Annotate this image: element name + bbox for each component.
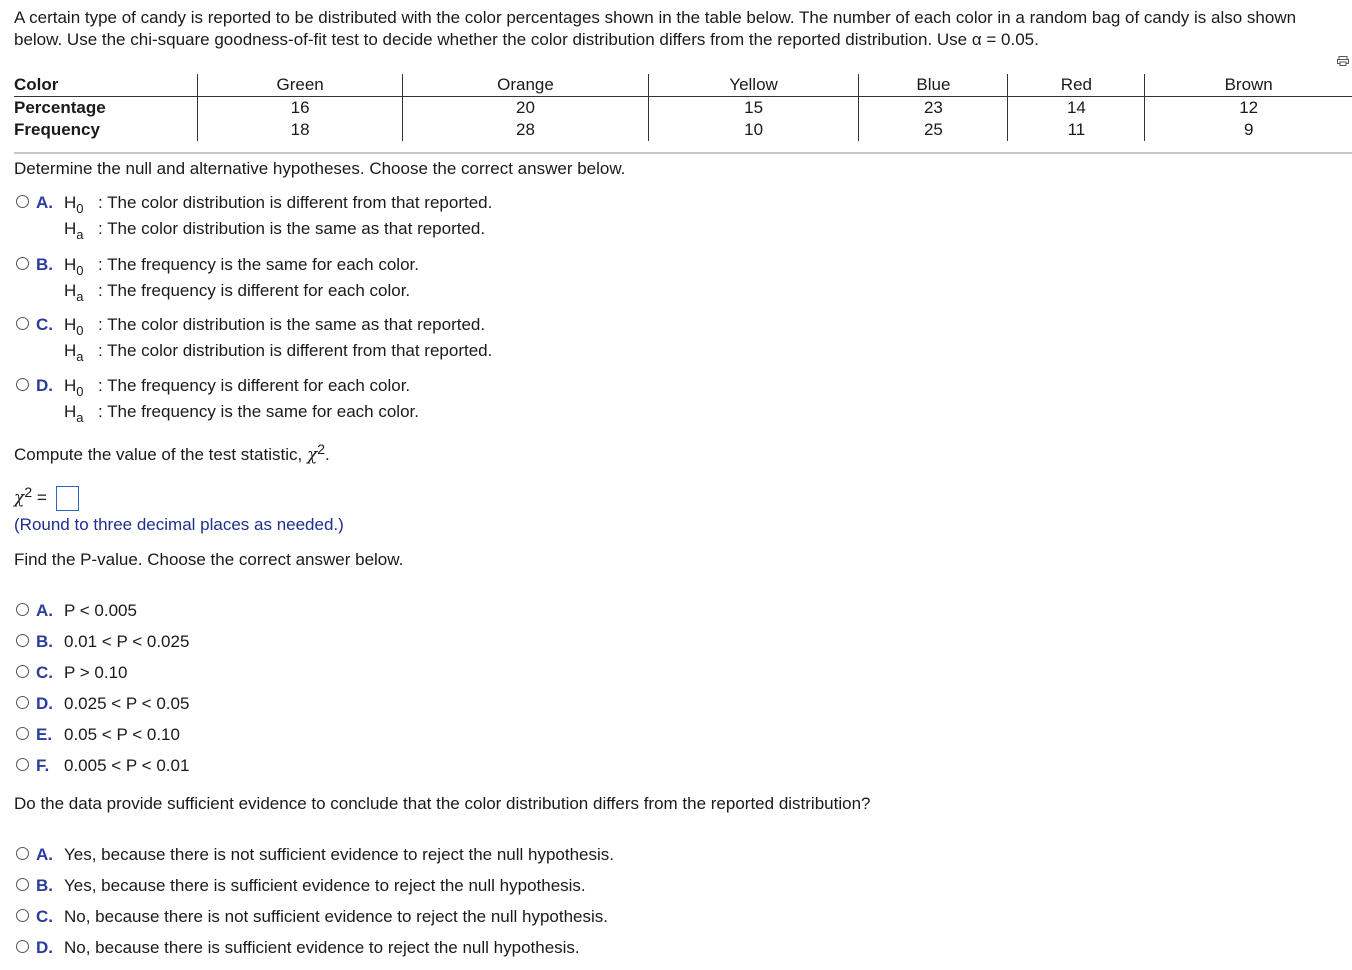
rounding-hint: (Round to three decimal places as needed.) [14, 515, 344, 534]
exponent: 2 [24, 483, 33, 500]
option-letter: D. [36, 938, 53, 957]
hypothesis-option-c[interactable] [16, 315, 492, 367]
conclusion-prompt: Do the data provide sufficient evidence to conclude that the color distribution differs from the reported distribution? [14, 794, 871, 813]
radio-button[interactable] [16, 909, 29, 922]
radio-button[interactable] [16, 195, 29, 208]
option-ha-text: : The frequency is the same for each color. [98, 402, 419, 421]
option-text: No, because there is not sufficient evidence to reject the null hypothesis. [64, 907, 609, 926]
h0-symbol: H [64, 193, 77, 212]
radio-button[interactable] [16, 847, 29, 860]
option-letter: C. [36, 315, 53, 334]
option-text: P < 0.005 [64, 601, 137, 620]
h0-symbol: H [64, 255, 77, 274]
table-row-frequency [14, 119, 1352, 141]
option-letter: B. [36, 876, 53, 895]
option-h0-text: : The frequency is different for each color. [98, 376, 411, 395]
color-red: Red [1008, 74, 1145, 97]
p-value-option-b[interactable] [16, 632, 189, 652]
conclusion-option-a[interactable] [16, 845, 614, 865]
option-letter: A. [36, 193, 53, 212]
radio-button[interactable] [16, 603, 29, 616]
h0-subscript: 0 [76, 263, 84, 278]
hypothesis-option-a[interactable] [16, 193, 492, 245]
color-blue: Blue [859, 74, 1008, 97]
table-cell: 12 [1145, 97, 1352, 120]
table-cell: 28 [403, 119, 648, 141]
option-text: Yes, because there is sufficient evidence to reject the null hypothesis. [64, 876, 586, 895]
color-yellow: Yellow [648, 74, 859, 97]
radio-button[interactable] [16, 634, 29, 647]
radio-button[interactable] [16, 696, 29, 709]
color-orange: Orange [403, 74, 648, 97]
h0-subscript: 0 [76, 323, 84, 338]
h0-subscript: 0 [76, 384, 84, 399]
option-ha-text: : The color distribution is different from that reported. [98, 341, 493, 360]
table-cell: 20 [403, 97, 648, 120]
print-icon[interactable] [1337, 56, 1349, 66]
option-letter: D. [36, 694, 53, 713]
h0-symbol: H [64, 315, 77, 334]
chi-symbol: χ [14, 487, 25, 508]
conclusion-option-c[interactable] [16, 907, 608, 927]
option-text: Yes, because there is not sufficient evidence to reject the null hypothesis. [64, 845, 615, 864]
conclusion-option-b[interactable] [16, 876, 586, 896]
radio-button[interactable] [16, 665, 29, 678]
option-letter: A. [36, 601, 53, 620]
ha-symbol: H [64, 402, 77, 421]
option-letter: E. [36, 725, 53, 744]
p-value-option-f[interactable] [16, 756, 189, 776]
color-distribution-table [14, 74, 1352, 141]
conclusion-option-d[interactable] [16, 938, 580, 958]
table-cell: 9 [1145, 119, 1352, 141]
ha-subscript: a [76, 410, 84, 425]
h0-subscript: 0 [76, 201, 84, 216]
color-brown: Brown [1145, 74, 1352, 97]
exponent: 2 [317, 441, 326, 457]
option-ha-text: : The frequency is different for each color. [98, 281, 411, 300]
option-text: P > 0.10 [64, 663, 128, 682]
test-statistic-prompt [14, 441, 330, 465]
radio-button[interactable] [16, 758, 29, 771]
table-cell: 23 [859, 97, 1008, 120]
chi-symbol: χ [306, 445, 318, 465]
table-cell: 25 [859, 119, 1008, 141]
radio-button[interactable] [16, 257, 29, 270]
option-letter: A. [36, 845, 53, 864]
ha-symbol: H [64, 219, 77, 238]
hypotheses-prompt: Determine the null and alternative hypotheses. Choose the correct answer below. [14, 159, 626, 178]
chi-square-answer-row [14, 483, 79, 511]
table-row-percentage [14, 97, 1352, 120]
p-value-option-e[interactable] [16, 725, 180, 745]
p-value-option-d[interactable] [16, 694, 189, 714]
table-cell: 15 [648, 97, 859, 120]
option-text: 0.05 < P < 0.10 [64, 725, 180, 744]
radio-button[interactable] [16, 878, 29, 891]
option-letter: C. [36, 663, 53, 682]
h0-symbol: H [64, 376, 77, 395]
radio-button[interactable] [16, 317, 29, 330]
radio-button[interactable] [16, 727, 29, 740]
radio-button[interactable] [16, 940, 29, 953]
option-h0-text: : The color distribution is different from that reported. [98, 193, 493, 212]
ha-symbol: H [64, 341, 77, 360]
table-cell: 18 [198, 119, 403, 141]
option-letter: B. [36, 255, 53, 274]
table-cell: 11 [1008, 119, 1145, 141]
hypothesis-option-b[interactable] [16, 255, 419, 307]
prompt-text: Compute the value of the test statistic, [14, 445, 303, 464]
option-text: 0.005 < P < 0.01 [64, 756, 190, 775]
row-label-color: Color [14, 74, 198, 97]
p-value-option-a[interactable] [16, 601, 137, 621]
table-header-row [14, 74, 1352, 97]
option-h0-text: : The frequency is the same for each color. [98, 255, 419, 274]
option-text: No, because there is sufficient evidence to reject the null hypothesis. [64, 938, 580, 957]
table-cell: 10 [648, 119, 859, 141]
option-letter: C. [36, 907, 53, 926]
p-value-option-c[interactable] [16, 663, 128, 683]
option-letter: F. [36, 756, 50, 775]
table-cell: 16 [198, 97, 403, 120]
ha-subscript: a [76, 227, 84, 242]
chi-square-input[interactable] [56, 486, 79, 511]
period: . [325, 445, 330, 464]
option-ha-text: : The color distribution is the same as that reported. [98, 219, 486, 238]
equals-sign: = [32, 487, 47, 507]
option-text: 0.01 < P < 0.025 [64, 632, 190, 651]
color-green: Green [198, 74, 403, 97]
radio-button[interactable] [16, 378, 29, 391]
section-divider [14, 152, 1352, 154]
ha-symbol: H [64, 281, 77, 300]
option-h0-text: : The color distribution is the same as that reported. [98, 315, 486, 334]
hypothesis-option-d[interactable] [16, 376, 419, 428]
option-letter: D. [36, 376, 53, 395]
ha-subscript: a [76, 289, 84, 304]
option-text: 0.025 < P < 0.05 [64, 694, 190, 713]
ha-subscript: a [76, 349, 84, 364]
p-value-prompt: Find the P-value. Choose the correct answer below. [14, 550, 404, 569]
table-cell: 14 [1008, 97, 1145, 120]
row-label-percentage: Percentage [14, 98, 106, 117]
question-intro: A certain type of candy is reported to be distributed with the color percentages shown in the table below. The number of each color in a random bag of candy is also shown below. Use the chi-square goodness-of-fit test to decide whether the color distribution differs from the reported distribution. Use α = 0.05. [14, 8, 1297, 49]
row-label-frequency: Frequency [14, 120, 100, 139]
option-letter: B. [36, 632, 53, 651]
